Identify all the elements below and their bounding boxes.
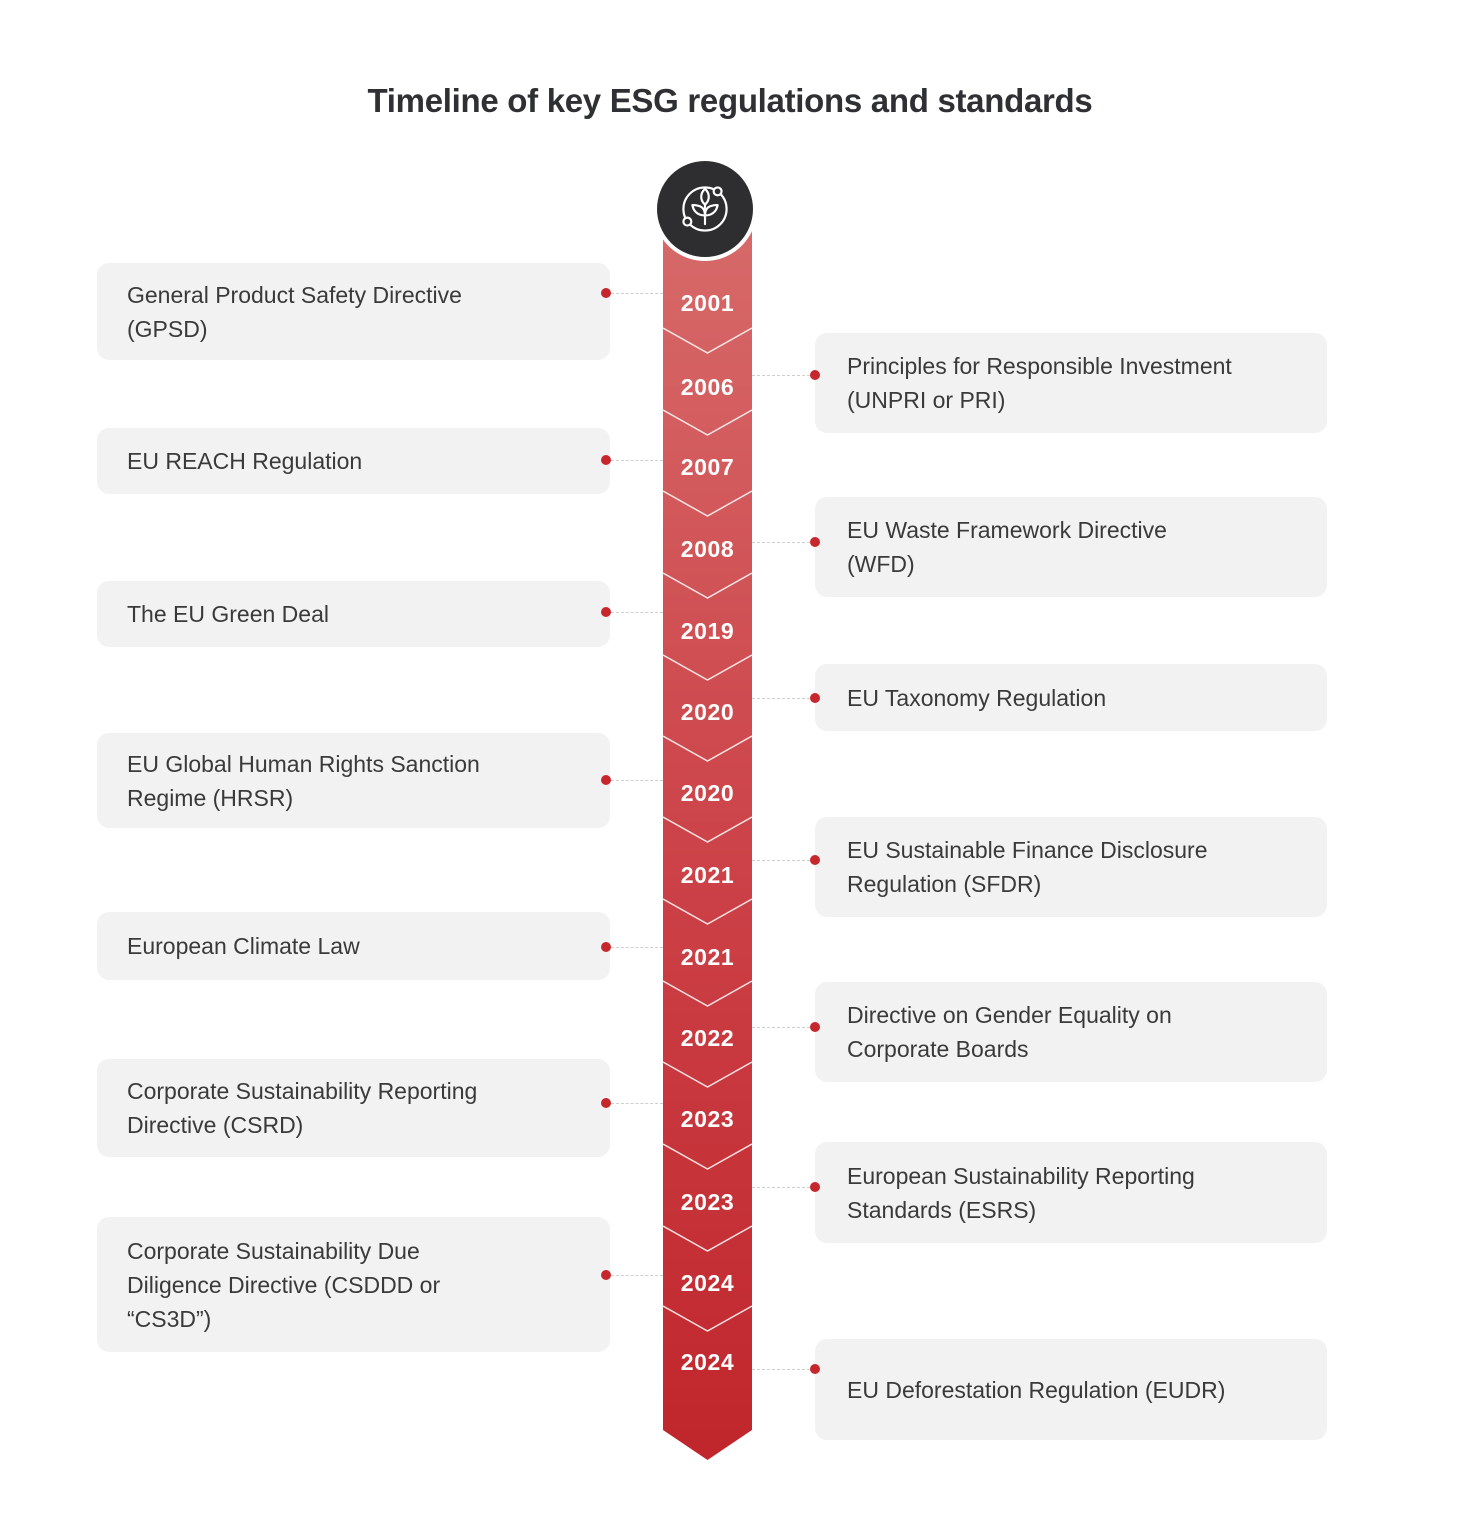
connector-dot: [601, 455, 611, 465]
page-title: Timeline of key ESG regulations and standards: [367, 82, 1093, 119]
year-label: 2024: [680, 1269, 735, 1296]
connector-dot: [601, 1270, 611, 1280]
year-label: 2006: [680, 373, 735, 400]
connector-line: [752, 375, 810, 376]
year-label: 2020: [680, 779, 735, 806]
plant-top-leaf: [701, 189, 709, 205]
connector-line: [752, 1027, 810, 1028]
event-card: EU Waste Framework Directive (WFD): [815, 497, 1327, 597]
connector-dot: [601, 775, 611, 785]
year-label: 2024: [680, 1348, 735, 1375]
event-card: European Climate Law: [97, 912, 610, 980]
event-card: European Sustainability Reporting Standards (ESRS): [815, 1142, 1327, 1243]
esg-plant-orbit-icon: [669, 173, 741, 245]
year-label: 2007: [680, 453, 735, 480]
event-card: Directive on Gender Equality on Corporate Boards: [815, 982, 1327, 1082]
connector-line: [611, 1103, 663, 1104]
connector-line: [611, 460, 663, 461]
connector-dot: [601, 288, 611, 298]
year-label: 2001: [680, 289, 735, 316]
year-label: 2020: [680, 698, 735, 725]
connector-line: [611, 947, 663, 948]
year-label: 2021: [680, 943, 735, 970]
year-label: 2021: [680, 861, 735, 888]
connector-dot: [810, 1022, 820, 1032]
event-card: EU Taxonomy Regulation: [815, 664, 1327, 731]
event-card: EU Global Human Rights Sanction Regime (HRSR): [97, 733, 610, 828]
plant-right-leaf: [705, 205, 718, 215]
connector-line: [752, 1369, 810, 1370]
year-label: 2019: [680, 617, 735, 644]
orbit-node-bottom-left: [683, 218, 691, 226]
connector-line: [611, 780, 663, 781]
year-label: 2022: [680, 1024, 735, 1051]
connector-line: [611, 1275, 663, 1276]
esg-badge: [653, 157, 757, 261]
plant-left-leaf: [692, 205, 705, 215]
event-card: The EU Green Deal: [97, 581, 610, 647]
event-card: General Product Safety Directive (GPSD): [97, 263, 610, 360]
connector-dot: [810, 370, 820, 380]
connector-line: [752, 542, 810, 543]
event-card: Corporate Sustainability Reporting Directive (CSRD): [97, 1059, 610, 1157]
connector-dot: [810, 855, 820, 865]
event-card: Principles for Responsible Investment (UNPRI or PRI): [815, 333, 1327, 433]
connector-dot: [601, 1098, 611, 1108]
connector-dot: [810, 1364, 820, 1374]
connector-dot: [810, 693, 820, 703]
connector-line: [752, 1187, 810, 1188]
year-label: 2023: [680, 1188, 735, 1215]
connector-line: [752, 698, 810, 699]
event-card: Corporate Sustainability Due Diligence Directive (CSDDD or “CS3D”): [97, 1217, 610, 1352]
connector-dot: [810, 537, 820, 547]
connector-dot: [601, 942, 611, 952]
event-card: EU REACH Regulation: [97, 428, 610, 494]
connector-line: [611, 612, 663, 613]
connector-line: [611, 293, 663, 294]
event-card: EU Deforestation Regulation (EUDR): [815, 1339, 1327, 1440]
connector-line: [752, 860, 810, 861]
year-label: 2023: [680, 1105, 735, 1132]
orbit-node-top-right: [714, 187, 722, 195]
connector-dot: [601, 607, 611, 617]
event-card: EU Sustainable Finance Disclosure Regulation (SFDR): [815, 817, 1327, 917]
year-label: 2008: [680, 535, 735, 562]
connector-dot: [810, 1182, 820, 1192]
